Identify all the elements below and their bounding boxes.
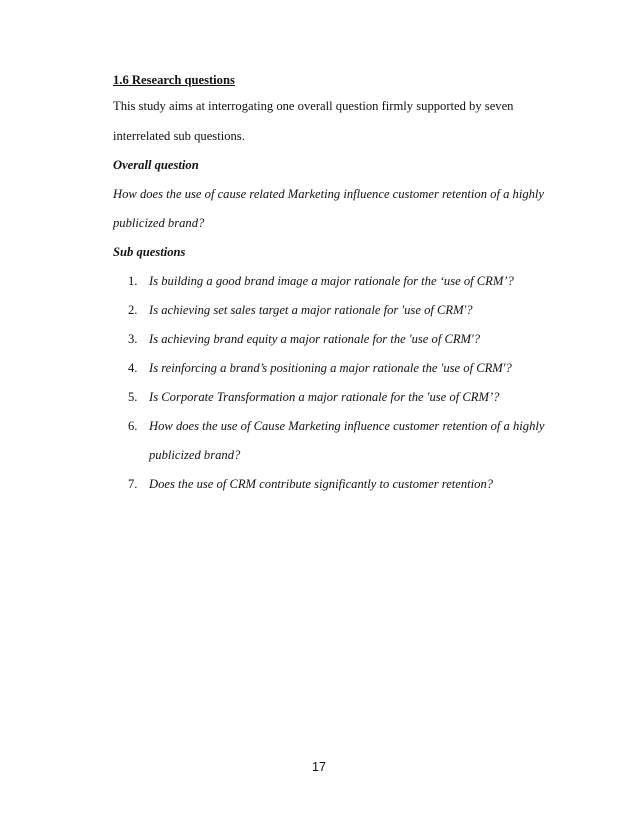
list-item-text: Is building a good brand image a major rationale for the ‘use of CRM’? <box>149 274 514 288</box>
sub-questions-label: Sub questions <box>113 245 186 259</box>
list-item-text: Is Corporate Transformation a major rationale for the 'use of CRM’? <box>149 390 500 404</box>
section-heading: 1.6 Research questions <box>113 73 235 87</box>
overall-question-line-2: publicized brand? <box>113 216 205 230</box>
page-number: 17 <box>311 760 326 774</box>
list-item-text: Does the use of CRM contribute significantly to customer retention? <box>149 477 494 491</box>
list-item-number: 4. <box>128 361 138 375</box>
list-item <box>128 302 473 318</box>
overall-question-line-1: How does the use of cause related Marketing influence customer retention of a highly <box>113 187 545 201</box>
intro-text-line-1: This study aims at interrogating one overall question firmly supported by seven <box>113 99 514 113</box>
list-item-text: Is reinforcing a brand’s positioning a major rationale the 'use of CRM'? <box>149 361 512 375</box>
list-item <box>128 476 493 492</box>
list-item-continuation: publicized brand? <box>149 448 241 462</box>
list-item-text: How does the use of Cause Marketing influence customer retention of a highly <box>149 419 545 433</box>
list-item-number: 1. <box>128 274 138 288</box>
list-item <box>128 360 512 376</box>
list-item-number: 7. <box>128 477 138 491</box>
list-item <box>128 389 499 405</box>
list-item <box>128 418 544 434</box>
intro-text-line-2: interrelated sub questions. <box>113 129 245 143</box>
list-item <box>128 331 480 347</box>
list-item-text: Is achieving set sales target a major rationale for 'use of CRM'? <box>149 303 473 317</box>
list-item-text: Is achieving brand equity a major rationale for the 'use of CRM'? <box>149 332 481 346</box>
list-item-number: 5. <box>128 390 138 404</box>
list-item-number: 2. <box>128 303 138 317</box>
list-item-number: 6. <box>128 419 138 433</box>
list-item-number: 3. <box>128 332 138 346</box>
list-item <box>128 273 514 289</box>
overall-question-label: Overall question <box>113 158 199 172</box>
